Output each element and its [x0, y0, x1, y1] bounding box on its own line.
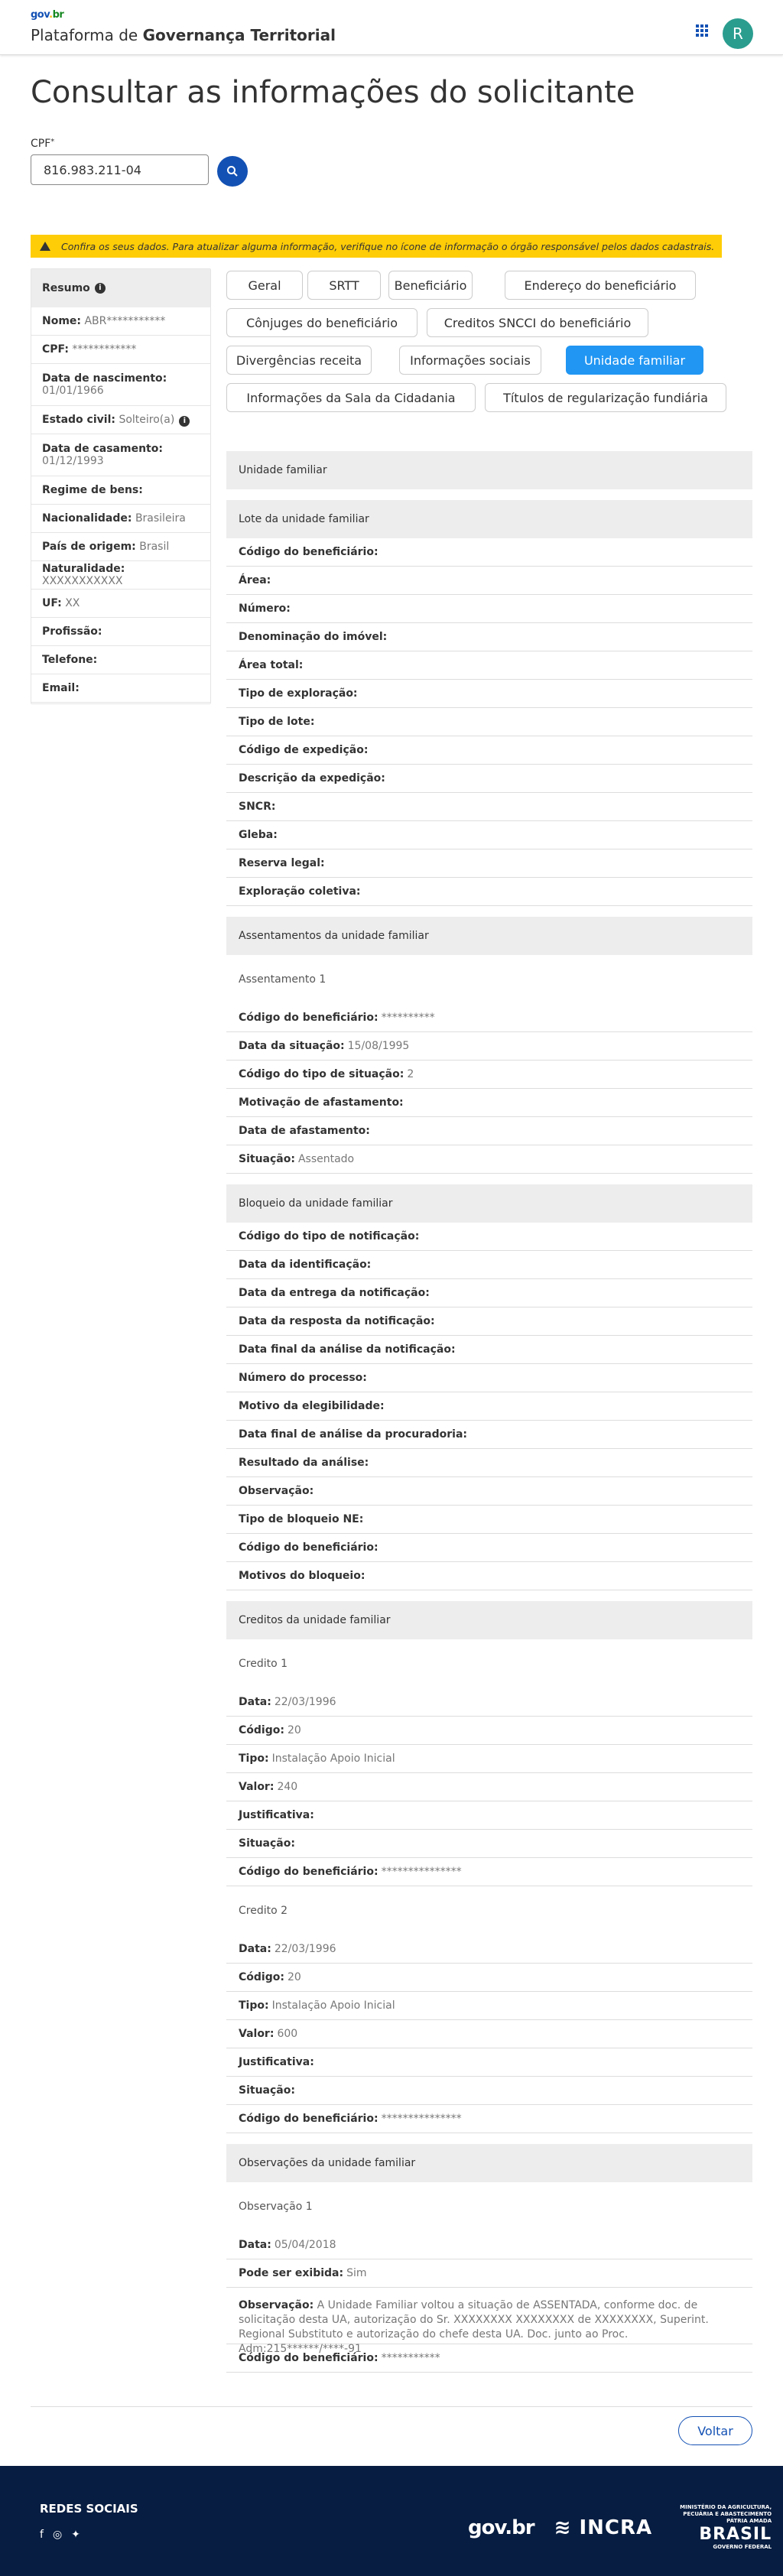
search-icon — [226, 165, 239, 177]
field-label: Exploração coletiva: — [239, 885, 361, 898]
field-row — [226, 1279, 752, 1307]
incra-logo: ≋ INCRA — [554, 2516, 653, 2539]
summary-row — [31, 505, 210, 533]
info-icon[interactable]: i — [95, 283, 106, 294]
field-value: 240 — [277, 1781, 298, 1793]
field-row — [226, 1251, 752, 1279]
summary-row — [31, 533, 210, 561]
field-label: Área total: — [239, 659, 304, 671]
field-label: Código do beneficiário: — [239, 1541, 379, 1554]
field-label: Código do beneficiário: — [239, 546, 379, 558]
tab-srtt[interactable]: SRTT — [307, 271, 381, 300]
warning-icon — [40, 242, 50, 251]
summary-label: UF: — [42, 597, 62, 609]
social-links — [40, 2529, 80, 2541]
field-label: Código de expedição: — [239, 744, 369, 756]
subsection-title: Credito 2 — [239, 1905, 288, 1917]
footer-logos — [468, 2504, 772, 2551]
field-label: Código: — [239, 1724, 284, 1736]
field-row — [226, 651, 752, 680]
field-label: Gleba: — [239, 829, 278, 841]
back-button[interactable]: Voltar — [678, 2416, 752, 2445]
cpf-input[interactable] — [31, 154, 209, 185]
field-label: Situação: — [239, 1837, 295, 1850]
field-label: Data final de análise da procuradoria: — [239, 1428, 467, 1441]
field-row — [226, 1830, 752, 1858]
summary-row — [31, 406, 210, 434]
apps-grid-icon[interactable] — [696, 24, 708, 37]
field-value: *************** — [381, 1866, 462, 1878]
field-row — [226, 765, 752, 793]
tab-informacoes-sociais[interactable]: Informações sociais — [399, 346, 541, 375]
system-title: Plataforma de Governança Territorial — [31, 26, 336, 44]
tab-endereco-do-beneficiario[interactable]: Endereço do beneficiário — [505, 271, 696, 300]
summary-row — [31, 307, 210, 336]
field-row — [226, 595, 752, 623]
field-row — [226, 1935, 752, 1964]
main-content — [226, 451, 752, 2373]
field-label: Data: — [239, 1943, 271, 1955]
field-label: Área: — [239, 574, 271, 586]
field-label: Tipo de lote: — [239, 716, 315, 728]
field-label: Motivo da elegibilidade: — [239, 1400, 385, 1412]
summary-row — [31, 434, 210, 476]
field-label: Motivação de afastamento: — [239, 1096, 404, 1109]
subsection-title: Assentamento 1 — [239, 973, 327, 986]
field-row — [226, 2259, 752, 2288]
summary-row — [31, 590, 210, 618]
field-row — [226, 1223, 752, 1251]
facebook-icon[interactable]: f — [40, 2529, 44, 2541]
info-icon[interactable]: i — [179, 416, 190, 427]
field-row — [226, 1032, 752, 1061]
field-row — [226, 2231, 752, 2259]
field-label: Situação: — [239, 2084, 295, 2097]
field-row — [226, 849, 752, 878]
divider — [31, 2406, 752, 2407]
section-header: Assentamentos da unidade familiar — [226, 917, 752, 955]
field-label: Valor: — [239, 1781, 275, 1793]
field-label: Data da resposta da notificação: — [239, 1315, 435, 1327]
header — [0, 0, 783, 55]
field-label: Tipo: — [239, 1753, 269, 1765]
field-label: Justificativa: — [239, 2056, 314, 2068]
field-value: 05/04/2018 — [274, 2239, 336, 2251]
section-header: Creditos da unidade familiar — [226, 1601, 752, 1639]
field-row — [226, 1534, 752, 1562]
field-value: 20 — [287, 1724, 301, 1736]
field-value: Sim — [346, 2267, 367, 2279]
field-row — [226, 1964, 752, 1992]
field-row — [226, 538, 752, 567]
field-label: Código do beneficiário: — [239, 2113, 379, 2125]
summary-label: Data de nascimento: — [42, 372, 167, 385]
field-row — [226, 567, 752, 595]
summary-row — [31, 618, 210, 646]
field-label: Data da identificação: — [239, 1259, 372, 1271]
field-row — [226, 1477, 752, 1506]
field-row — [226, 1688, 752, 1717]
field-label: Data de afastamento: — [239, 1125, 370, 1137]
tab-titulos-de-regularizacao-fundiaria[interactable]: Títulos de regularização fundiária — [485, 383, 726, 412]
field-row — [226, 1858, 752, 1886]
field-label: Código do tipo de situação: — [239, 1068, 404, 1080]
instagram-icon[interactable]: ◎ — [52, 2529, 63, 2541]
summary-row — [31, 646, 210, 674]
field-label: Código: — [239, 1971, 284, 1983]
field-row — [226, 1117, 752, 1145]
field-label: Resultado da análise: — [239, 1457, 369, 1469]
summary-value: XX — [65, 597, 80, 609]
field-row — [226, 1992, 752, 2020]
summary-label: Data de casamento: — [42, 443, 163, 455]
field-label: Código do beneficiário: — [239, 1012, 379, 1024]
field-label: Código do beneficiário: — [239, 2352, 379, 2364]
section-header: Lote da unidade familiar — [226, 500, 752, 538]
summary-value: Brasil — [139, 541, 170, 553]
subsection-title: Observação 1 — [239, 2201, 313, 2213]
summary-value: ABR*********** — [84, 315, 166, 327]
field-row — [226, 2048, 752, 2077]
field-row — [226, 1801, 752, 1830]
field-label: Tipo de exploração: — [239, 687, 358, 700]
field-label: Data: — [239, 2239, 271, 2251]
field-row — [226, 1421, 752, 1449]
field-label: Data final da análise da notificação: — [239, 1343, 456, 1356]
field-value: 22/03/1996 — [274, 1696, 336, 1708]
field-value: 22/03/1996 — [274, 1943, 336, 1955]
tab-divergencias-receita[interactable]: Divergências receita — [226, 346, 372, 375]
tab-informacoes-da-sala-da-cidadania[interactable]: Informações da Sala da Cidadania — [226, 383, 476, 412]
field-label: Código do tipo de notificação: — [239, 1230, 420, 1243]
section-header: Unidade familiar — [226, 451, 752, 489]
summary-label: CPF: — [42, 343, 69, 356]
field-label: Observação: — [239, 1485, 314, 1497]
summary-row — [31, 674, 210, 703]
summary-sidebar — [31, 268, 211, 704]
field-row — [226, 1745, 752, 1773]
summary-label: País de origem: — [42, 541, 136, 553]
field-row — [226, 793, 752, 821]
page-title: Consultar as informações do solicitante — [31, 75, 635, 110]
field-row — [226, 2105, 752, 2133]
field-label: Número do processo: — [239, 1372, 367, 1384]
field-row — [226, 1364, 752, 1392]
social-title: REDES SOCIAIS — [40, 2502, 138, 2516]
field-label: Denominação do imóvel: — [239, 631, 388, 643]
summary-value: XXXXXXXXXXX — [42, 575, 123, 587]
field-row — [226, 623, 752, 651]
field-value: 2 — [407, 1068, 414, 1080]
summary-value: 01/01/1966 — [42, 385, 104, 397]
summary-label: Email: — [42, 682, 80, 694]
field-value: 20 — [287, 1971, 301, 1983]
subsection-title: Credito 1 — [239, 1658, 288, 1670]
tab-geral[interactable]: Geral — [226, 271, 303, 300]
field-value: Assentado — [297, 1153, 355, 1165]
field-row — [226, 1145, 752, 1174]
govbr-logo[interactable]: gov.br — [31, 9, 64, 21]
field-row — [226, 1004, 752, 1032]
summary-row — [31, 364, 210, 406]
field-row — [226, 1061, 752, 1089]
field-value: A Unidade Familiar voltou a situação de ASSENTADA, conforme doc. de solicitação desta UA, autorização do Sr. XXXXXXXX XXXXXXXX de XXXXXXXX, Superint. Regional Substituto e autorização do chefe desta UA. Doc. junto ao Proc. Adm:215******/****-91 — [239, 2299, 709, 2355]
summary-value: Brasileira — [135, 512, 186, 525]
field-value: 600 — [277, 2028, 298, 2040]
tab-unidade-familiar[interactable]: Unidade familiar — [566, 346, 703, 375]
field-row — [226, 1506, 752, 1534]
summary-label: Naturalidade: — [42, 563, 125, 575]
field-row — [226, 1449, 752, 1477]
search-button[interactable] — [217, 156, 248, 187]
field-label: SNCR: — [239, 801, 276, 813]
summary-value: 01/12/1993 — [42, 455, 104, 467]
field-label: Tipo de bloqueio NE: — [239, 1513, 364, 1525]
field-value: Instalação Apoio Inicial — [271, 1753, 395, 1765]
summary-label: Nome: — [42, 315, 82, 327]
field-row — [226, 1307, 752, 1336]
field-label: Observação: — [239, 2299, 314, 2311]
field-row — [226, 1392, 752, 1421]
summary-label: Telefone: — [42, 654, 98, 666]
field-row — [226, 2077, 752, 2105]
summary-row — [31, 561, 210, 590]
field-value: *************** — [381, 2113, 462, 2125]
govbr-footer-logo: gov.br — [468, 2516, 534, 2539]
summary-label: Nacionalidade: — [42, 512, 132, 525]
summary-row — [31, 336, 210, 364]
field-value: 15/08/1995 — [347, 1040, 410, 1052]
avatar[interactable]: R — [723, 18, 753, 49]
field-label: Data da entrega da notificação: — [239, 1287, 430, 1299]
tab-creditos-sncci-do-beneficiario[interactable]: Creditos SNCCI do beneficiário — [427, 308, 648, 337]
summary-label: Estado civil: — [42, 413, 115, 426]
field-label: Reserva legal: — [239, 857, 325, 869]
summary-header: Resumo i — [31, 269, 210, 307]
field-label: Pode ser exibida: — [239, 2267, 344, 2279]
summary-label: Regime de bens: — [42, 484, 143, 496]
field-row — [226, 736, 752, 765]
field-row — [226, 821, 752, 849]
field-label: Data: — [239, 1696, 271, 1708]
observation-row — [226, 2288, 752, 2355]
twitter-icon[interactable]: ✦ — [71, 2529, 80, 2541]
field-row — [226, 1773, 752, 1801]
field-row — [226, 1717, 752, 1745]
field-label: Valor: — [239, 2028, 275, 2040]
field-row — [226, 1089, 752, 1117]
field-row — [226, 708, 752, 736]
field-label: Código do beneficiário: — [239, 1866, 379, 1878]
field-row — [226, 878, 752, 906]
summary-row — [31, 476, 210, 505]
field-label: Justificativa: — [239, 1809, 314, 1821]
footer — [0, 2466, 783, 2576]
section-header: Observações da unidade familiar — [226, 2144, 752, 2182]
summary-label: Profissão: — [42, 625, 102, 638]
cpf-label: CPF* — [31, 138, 55, 150]
field-value: *********** — [381, 2352, 440, 2364]
brasil-logo: MINISTÉRIO DA AGRICULTURA, PECUÁRIA E ABASTECIMENTO PÁTRIA AMADA BRASIL GOVERNO FEDERAL — [680, 2504, 772, 2550]
field-label: Descrição da expedição: — [239, 772, 385, 784]
field-row — [226, 1562, 752, 1590]
section-header: Bloqueio da unidade familiar — [226, 1184, 752, 1223]
tab-conjuges-do-beneficiario[interactable]: Cônjuges do beneficiário — [226, 308, 417, 337]
field-label: Situação: — [239, 1153, 295, 1165]
summary-value: Solteiro(a) — [119, 413, 175, 426]
tab-beneficiario[interactable]: Beneficiário — [388, 271, 473, 300]
field-label: Motivos do bloqueio: — [239, 1570, 366, 1582]
field-label: Data da situação: — [239, 1040, 345, 1052]
field-row — [226, 2020, 752, 2048]
field-value: ********** — [381, 1012, 435, 1024]
field-label: Tipo: — [239, 1999, 269, 2012]
summary-value: ************ — [72, 343, 137, 356]
field-value: Instalação Apoio Inicial — [271, 1999, 395, 2012]
field-row — [226, 680, 752, 708]
field-row — [226, 1336, 752, 1364]
field-label: Número: — [239, 603, 291, 615]
warning-alert: Confira os seus dados. Para atualizar alguma informação, verifique no ícone de informação o órgão responsável pelos dados cadastrais. — [31, 235, 722, 258]
